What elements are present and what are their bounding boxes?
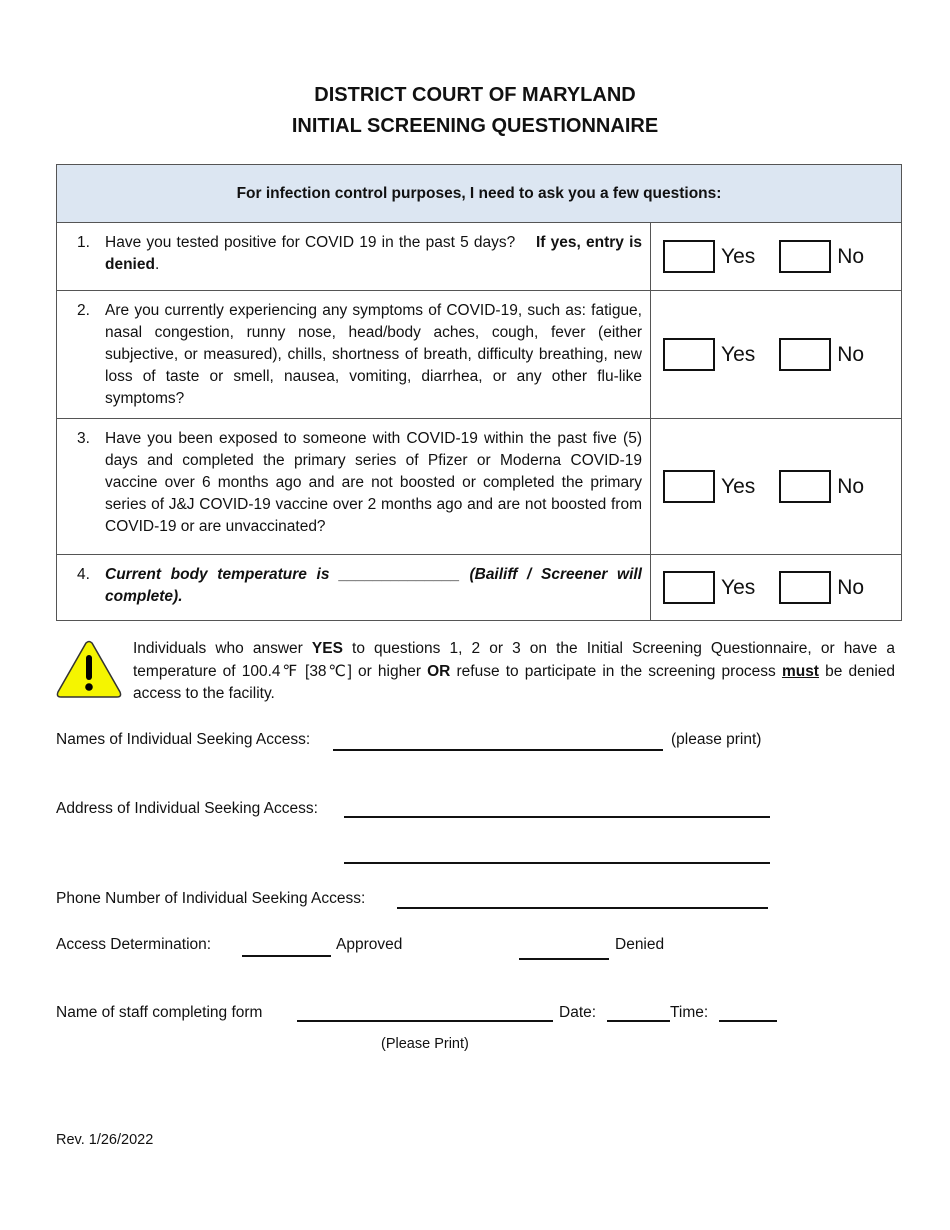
q4-yes-checkbox[interactable] [663, 571, 715, 604]
question-row-4 [57, 555, 902, 621]
name-hint: (please print) [671, 731, 762, 748]
yes-label: Yes [721, 474, 756, 498]
yes-label: Yes [721, 342, 756, 366]
question-row-2 [57, 291, 902, 419]
question-text-1: Have you tested positive for COVID 19 in the past 5 days? If yes, entry is denied. [105, 234, 642, 273]
no-label: No [837, 244, 865, 268]
screening-table [56, 164, 902, 621]
question-number: 3. [77, 430, 90, 447]
date-label: Date: [559, 1004, 597, 1021]
q1-no-checkbox[interactable] [779, 240, 831, 273]
yes-label: Yes [721, 575, 756, 599]
no-label: No [837, 342, 865, 366]
q3-yes-checkbox[interactable] [663, 470, 715, 503]
q4-no-checkbox[interactable] [779, 571, 831, 604]
yes-label: Yes [721, 244, 756, 268]
question-number: 4. [77, 566, 90, 583]
name-field[interactable] [333, 749, 663, 751]
question-row-1 [57, 223, 902, 291]
no-label: No [837, 575, 865, 599]
question-text-3: Have you been exposed to someone with COVID-19 within the past five (5) days and completed the primary series of Pfizer or Moderna COVID-19 vaccine over 6 months ago and are not boosted or completed the primary series of J&J COVID-19 vaccine over 2 months ago and are not boosted from COVID-19 or are unvaccinated? [105, 430, 642, 535]
questionnaire-title: INITIAL SCREENING QUESTIONNAIRE [291, 115, 659, 137]
phone-field[interactable] [397, 907, 768, 909]
q3-no-checkbox[interactable] [779, 470, 831, 503]
question-text-4: Current body temperature is ______________ (Bailiff / Screener will complete). [105, 566, 642, 605]
denial-notice: Individuals who answer YES to questions 1, 2 or 3 on the Initial Screening Questionnaire, or have a temperature of 100.4℉ [38℃] or higher OR refuse to participate in the screening process must be denied access to the facility. [133, 640, 896, 702]
q2-yes-checkbox[interactable] [663, 338, 715, 371]
q1-yes-checkbox[interactable] [663, 240, 715, 273]
address-field-line-2[interactable] [344, 862, 770, 864]
address-label: Address of Individual Seeking Access: [56, 800, 318, 817]
approved-label: Approved [336, 936, 403, 953]
court-name: DISTRICT COURT OF MARYLAND [314, 84, 636, 106]
access-determination-label: Access Determination: [56, 936, 212, 953]
denied-field[interactable] [519, 958, 609, 960]
entry-denied-note: If yes, entry is denied [105, 234, 642, 273]
name-label: Names of Individual Seeking Access: [56, 731, 311, 748]
q2-no-checkbox[interactable] [779, 338, 831, 371]
form-title [0, 80, 950, 142]
no-label: No [837, 474, 865, 498]
phone-label: Phone Number of Individual Seeking Access: [56, 890, 366, 907]
question-number: 1. [77, 234, 90, 251]
address-field-line-1[interactable] [344, 816, 770, 818]
time-field[interactable] [719, 1020, 777, 1022]
staff-name-label: Name of staff completing form [56, 1004, 263, 1021]
staff-name-field[interactable] [297, 1020, 553, 1022]
time-label: Time: [670, 1004, 709, 1021]
staff-name-hint: (Please Print) [381, 1036, 469, 1052]
approved-field[interactable] [242, 955, 331, 957]
question-number: 2. [77, 302, 90, 319]
table-intro: For infection control purposes, I need to ask you a few questions: [57, 165, 902, 223]
question-text-2: Are you currently experiencing any symptoms of COVID-19, such as: fatigue, nasal congestion, runny nose, head/body aches, cough, fever (either subjective, or measured), chills, shortness of breath, difficulty breathing, new loss of taste or smell, nausea, vomiting, diarrhea, or any other flu-like symptoms? [105, 302, 642, 407]
revision-date: Rev. 1/26/2022 [56, 1132, 154, 1148]
denied-label: Denied [615, 936, 665, 953]
question-row-3 [57, 419, 902, 555]
warning-triangle-icon [56, 640, 122, 698]
date-field[interactable] [607, 1020, 670, 1022]
